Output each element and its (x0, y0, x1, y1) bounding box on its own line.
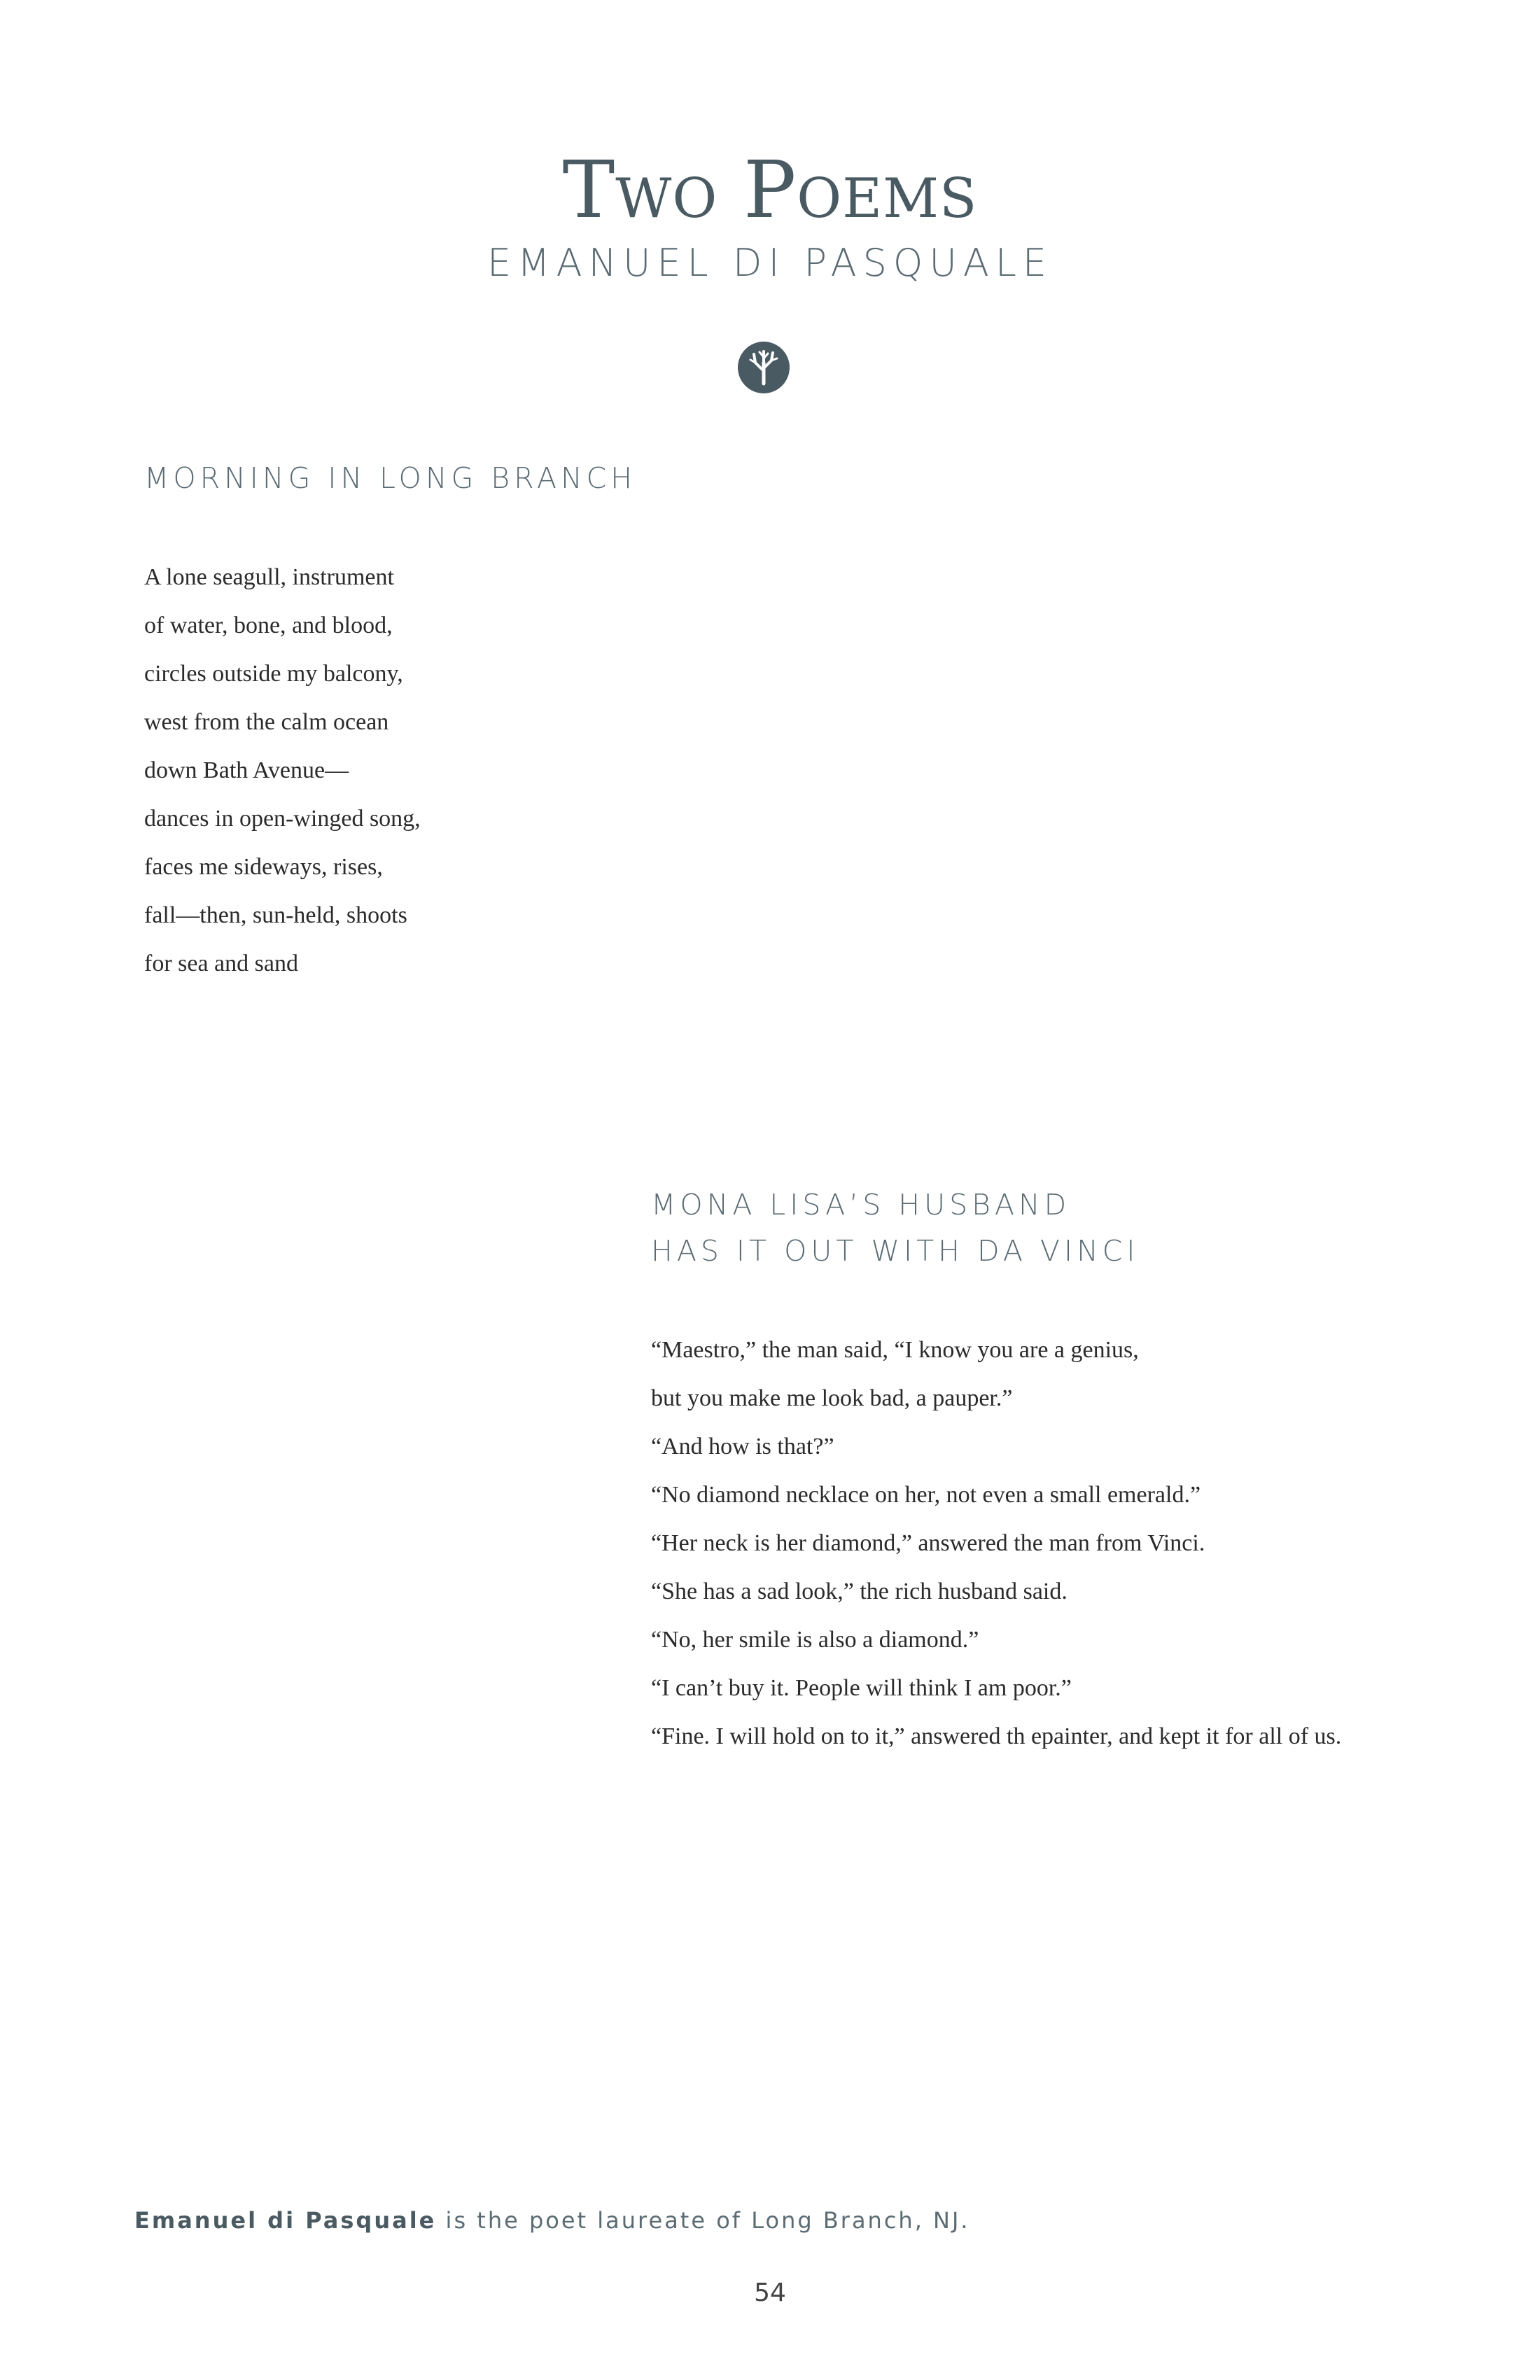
bio-author-name: Emanuel di Pasquale (134, 2207, 437, 2234)
verse-line: “Her neck is her diamond,” answered the man from Vinci. (651, 1530, 1205, 1556)
bio-text: is the poet laureate of Long Branch, NJ. (436, 2207, 970, 2234)
poem-title-line: MONA LISA’S HUSBAND (651, 1188, 1071, 1222)
verse-line: for sea and sand (144, 951, 298, 976)
author-bio (134, 2205, 970, 2236)
verse-line: of water, bone, and blood, (144, 612, 393, 638)
verse-line: dances in open-winged song, (144, 806, 421, 832)
verse-line: “I can’t buy it. People will think I am poor.” (651, 1675, 1072, 1701)
verse-line: but you make me look bad, a pauper.” (651, 1385, 1013, 1411)
verse-line: “She has a sad look,” the rich husband said. (651, 1578, 1068, 1604)
page-number: 54 (754, 2278, 786, 2307)
poem-title-morning-in-long-branch: MORNING IN LONG BRANCH (144, 461, 637, 495)
poem-title-line: HAS IT OUT WITH DA VINCI (651, 1234, 1140, 1268)
verse-line: west from the calm ocean (144, 709, 389, 735)
verse-line: circles outside my balcony, (144, 661, 403, 687)
verse-line: “Fine. I will hold on to it,” answered th epainter, and kept it for all of us. (651, 1723, 1342, 1749)
page-title: Two Poems (562, 145, 978, 236)
verse-line: faces me sideways, rises, (144, 854, 383, 880)
poem-morning-in-long-branch (144, 553, 421, 988)
verse-line: “And how is that?” (651, 1434, 834, 1460)
verse-line: “No diamond necklace on her, not even a small emerald.” (651, 1482, 1201, 1508)
verse-line: A lone seagull, instrument (144, 564, 394, 590)
poem-mona-lisas-husband (651, 1326, 1341, 1760)
coral-branch-icon (738, 342, 790, 393)
poem-title-mona-lisas-husband (651, 1182, 1139, 1274)
verse-line: “Maestro,” the man said, “I know you are a genius, (651, 1337, 1139, 1363)
verse-line: fall—then, sun-held, shoots (144, 902, 407, 928)
verse-line: down Bath Avenue— (144, 757, 349, 783)
verse-line: “No, her smile is also a diamond.” (651, 1627, 979, 1653)
author-name: EMANUEL DI PASQUALE (486, 241, 1054, 285)
